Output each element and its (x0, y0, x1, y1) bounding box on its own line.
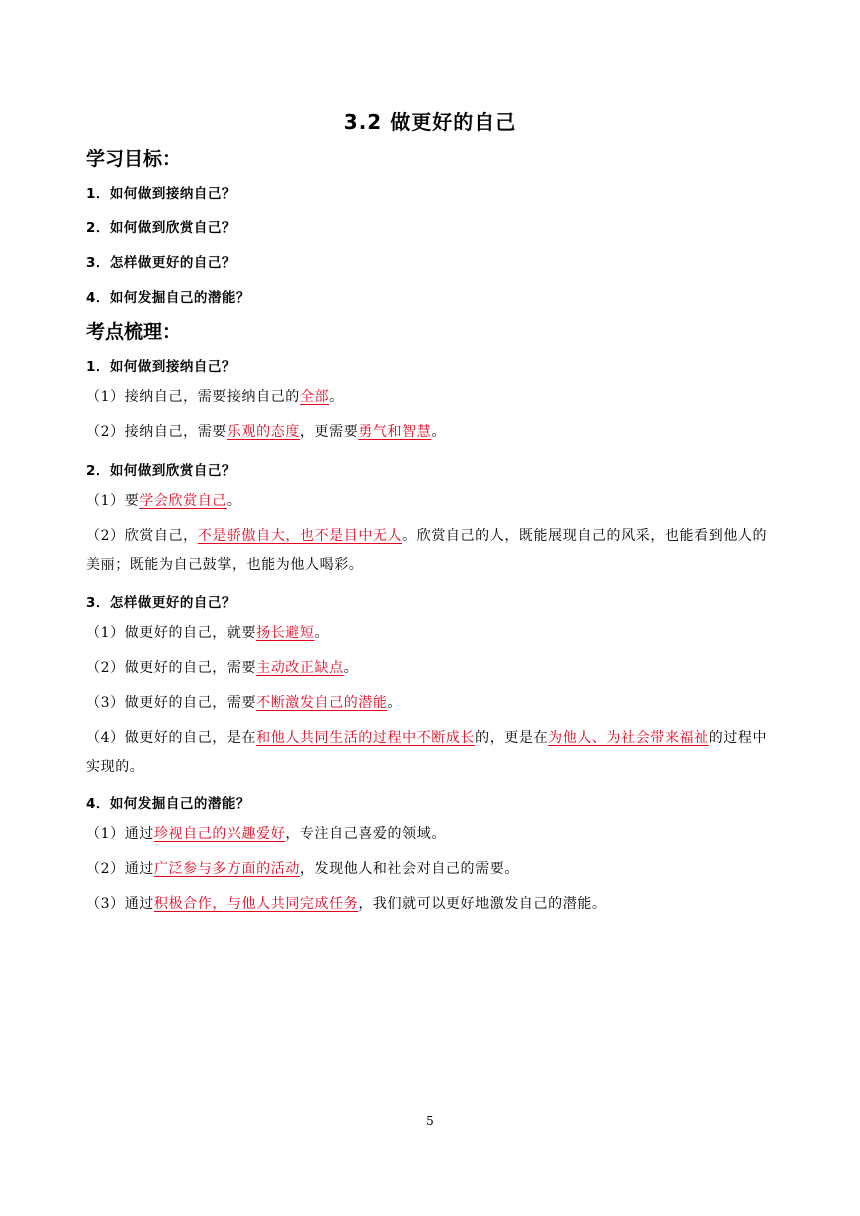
page-title: 3.2 做更好的自己 (343, 110, 517, 134)
page-number: 5 (426, 1114, 434, 1128)
review-heading: 考点梳理： (86, 321, 182, 343)
key-point: 不是骄傲自大，也不是目中无人 (197, 528, 403, 544)
goal-item-2: 2．如何做到欣赏自己？ (86, 220, 236, 236)
key-point: 乐观的态度 (226, 424, 300, 440)
key-point: 广泛参与多方面的活动 (153, 861, 300, 877)
key-point: 全部 (299, 389, 330, 405)
answer-4-1: （1）通过珍视自己的兴趣爱好，专注自己喜爱的领域。 (86, 826, 446, 842)
goal-item-3: 3．怎样做更好的自己？ (86, 255, 236, 271)
question-1-title: 1．如何做到接纳自己？ (86, 359, 236, 375)
answer-2-2: （2）欣赏自己，不是骄傲自大，也不是目中无人。欣赏自己的人，既能展现自己的风采，也能看到他人的美丽；既能为自己鼓掌，也能为他人喝彩。 (86, 528, 768, 573)
key-point: 扬长避短 (256, 625, 315, 641)
answer-3-2: （2）做更好的自己，需要主动改正缺点。 (86, 660, 359, 676)
goals-heading: 学习目标： (86, 148, 182, 170)
key-point: 主动改正缺点 (256, 660, 344, 676)
answer-4-3: （3）通过积极合作，与他人共同完成任务，我们就可以更好地激发自己的潜能。 (86, 896, 607, 912)
question-3-title: 3．怎样做更好的自己？ (86, 595, 236, 611)
key-point: 珍视自己的兴趣爱好 (153, 826, 286, 842)
key-point: 积极合作，与他人共同完成任务 (153, 896, 359, 912)
goal-item-1: 1．如何做到接纳自己？ (86, 186, 236, 202)
key-point: 不断激发自己的潜能 (256, 695, 388, 711)
key-point: 为他人、为社会带来福祉 (548, 730, 709, 746)
answer-4-2: （2）通过广泛参与多方面的活动，发现他人和社会对自己的需要。 (86, 861, 519, 877)
question-2-title: 2．如何做到欣赏自己？ (86, 463, 236, 479)
question-4-title: 4．如何发掘自己的潜能？ (86, 796, 250, 812)
key-point: 和他人共同生活的过程中不断成长 (256, 730, 476, 746)
answer-3-4: （4）做更好的自己，是在和他人共同生活的过程中不断成长的，更是在为他人、为社会带来福祉的过程中实现的。 (86, 730, 768, 775)
key-point: 学会欣赏自己 (139, 493, 227, 509)
key-point: 勇气和智慧 (358, 424, 432, 440)
answer-1-1: （1）接纳自己，需要接纳自己的全部。 (86, 389, 344, 405)
goal-item-4: 4．如何发掘自己的潜能？ (86, 290, 250, 306)
answer-2-1: （1）要学会欣赏自己。 (86, 493, 242, 509)
answer-3-3: （3）做更好的自己，需要不断激发自己的潜能。 (86, 695, 403, 711)
answer-1-2: （2）接纳自己，需要乐观的态度，更需要勇气和智慧。 (86, 424, 446, 440)
answer-3-1: （1）做更好的自己，就要扬长避短。 (86, 625, 330, 641)
